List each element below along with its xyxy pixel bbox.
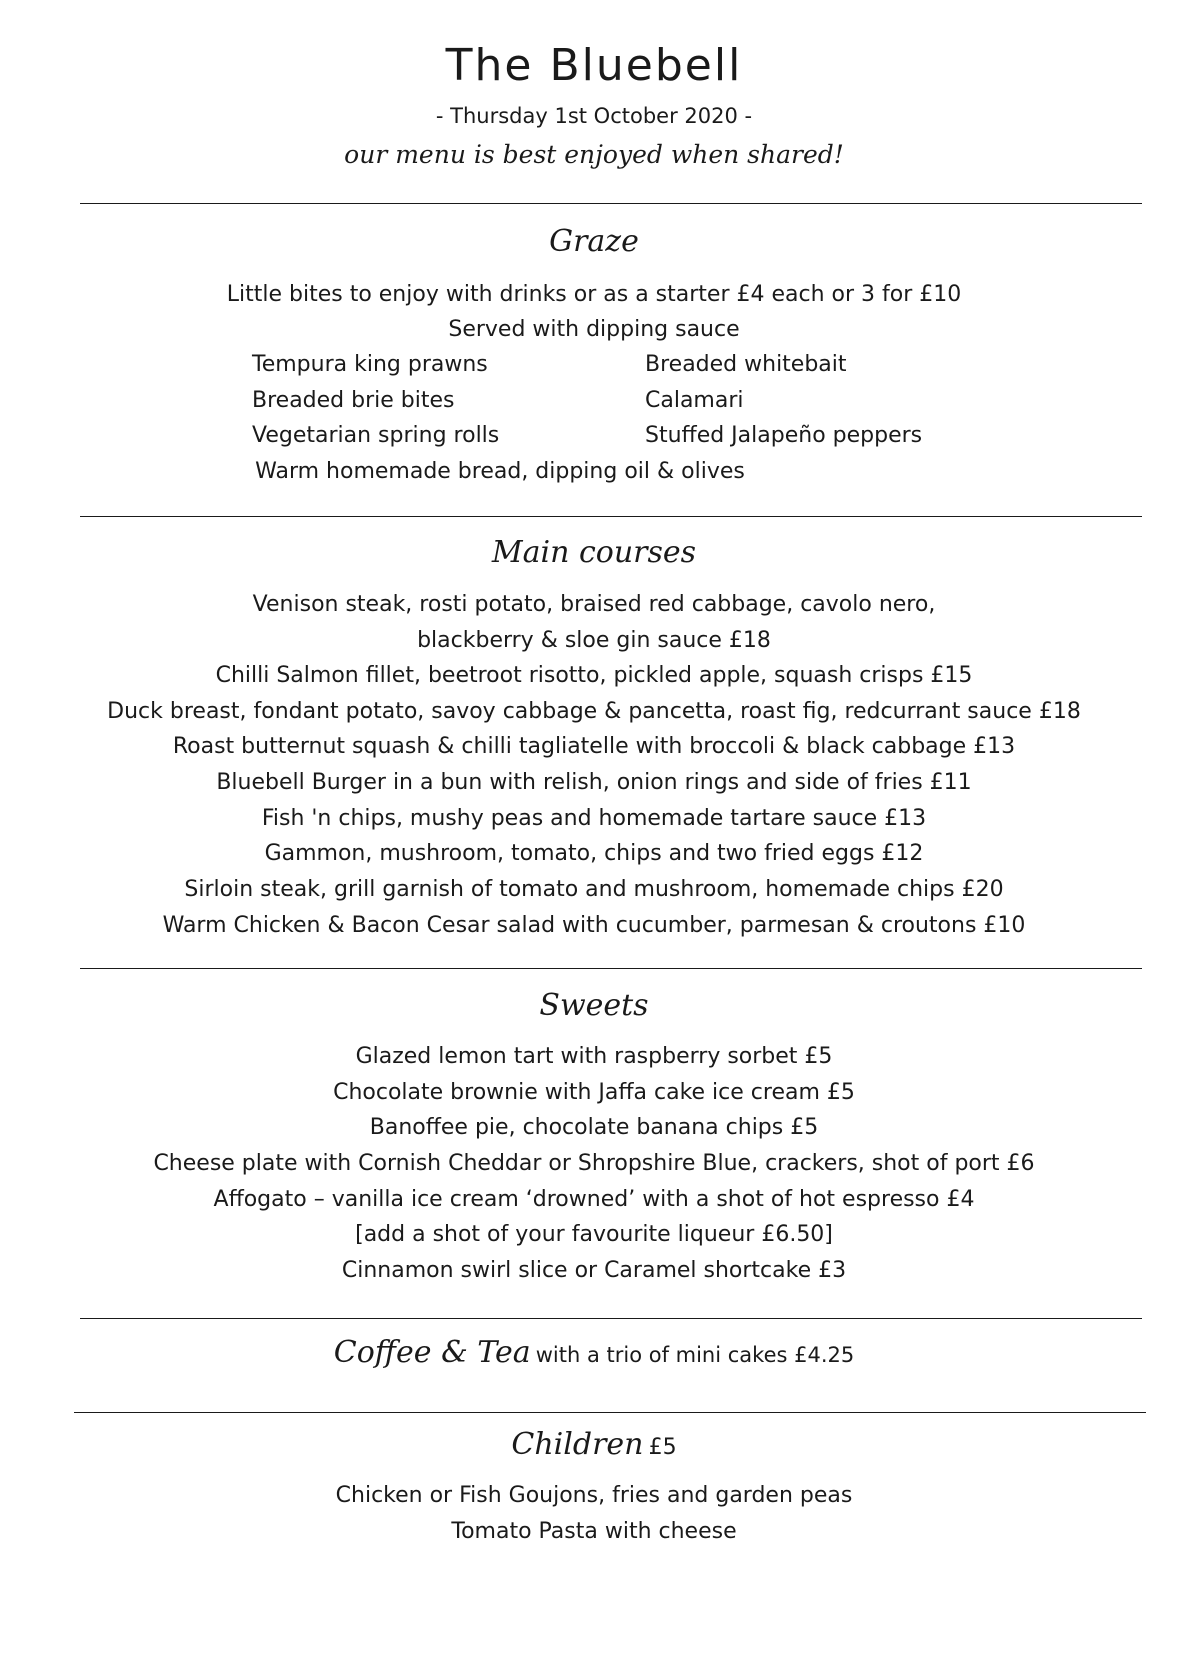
main-item: Bluebell Burger in a bun with relish, onion rings and side of fries £11 <box>216 770 972 795</box>
main-item: Gammon, mushroom, tomato, chips and two fried eggs £12 <box>264 841 924 866</box>
graze-item: Breaded brie bites <box>252 388 455 413</box>
main-item: Fish 'n chips, mushy peas and homemade tartare sauce £13 <box>261 806 927 831</box>
tagline: our menu is best enjoyed when shared! <box>344 140 844 169</box>
main-item: Sirloin steak, grill garnish of tomato and mushroom, homemade chips £20 <box>184 877 1004 902</box>
graze-bread: Warm homemade bread, dipping oil & olives <box>255 459 745 484</box>
sweet-item: Cheese plate with Cornish Cheddar or Shropshire Blue, crackers, shot of port £6 <box>153 1151 1035 1176</box>
graze-item: Breaded whitebait <box>645 352 847 377</box>
graze-item: Vegetarian spring rolls <box>252 423 500 448</box>
menu-date: - Thursday 1st October 2020 - <box>435 104 753 128</box>
divider <box>74 1412 1146 1413</box>
graze-sub: Served with dipping sauce <box>448 317 740 342</box>
divider <box>80 1318 1142 1319</box>
main-item: Chilli Salmon fillet, beetroot risotto, pickled apple, squash crisps £15 <box>215 663 973 688</box>
sweet-item: Cinnamon swirl slice or Caramel shortcake £3 <box>341 1258 847 1283</box>
children-item: Chicken or Fish Goujons, fries and garden peas <box>335 1483 853 1508</box>
children-item: Tomato Pasta with cheese <box>451 1519 737 1544</box>
divider <box>80 203 1142 204</box>
main-item: Venison steak, rosti potato, braised red cabbage, cavolo nero, <box>252 592 936 617</box>
children-heading-line <box>0 1427 1188 1462</box>
sweet-item: Banoffee pie, chocolate banana chips £5 <box>369 1115 819 1140</box>
graze-intro: Little bites to enjoy with drinks or as a starter £4 each or 3 for £10 <box>226 282 962 307</box>
section-heading-coffee: Coffee & Tea <box>333 1335 531 1370</box>
graze-item: Stuffed Jalapeño peppers <box>645 423 923 448</box>
sweet-item: [add a shot of your favourite liqueur £6.50] <box>355 1222 833 1247</box>
graze-item: Tempura king prawns <box>252 352 488 377</box>
coffee-line <box>0 1335 1188 1370</box>
divider <box>80 516 1142 517</box>
section-heading-graze: Graze <box>549 224 639 259</box>
sweet-item: Chocolate brownie with Jaffa cake ice cream £5 <box>333 1080 855 1105</box>
graze-item: Calamari <box>645 388 744 413</box>
section-heading-children: Children <box>511 1427 644 1462</box>
main-item: Roast butternut squash & chilli tagliatelle with broccoli & black cabbage £13 <box>172 734 1016 759</box>
divider <box>80 968 1142 969</box>
main-item: blackberry & sloe gin sauce £18 <box>417 628 771 653</box>
sweet-item: Affogato – vanilla ice cream ‘drowned’ with a shot of hot espresso £4 <box>213 1187 975 1212</box>
page-title: The Bluebell <box>445 40 743 91</box>
children-price: £5 <box>648 1435 677 1460</box>
sweet-item: Glazed lemon tart with raspberry sorbet £5 <box>355 1044 833 1069</box>
section-heading-sweets: Sweets <box>539 988 649 1023</box>
coffee-description: with a trio of mini cakes £4.25 <box>535 1343 855 1367</box>
main-item: Duck breast, fondant potato, savoy cabbage & pancetta, roast fig, redcurrant sauce £18 <box>107 699 1081 724</box>
main-item: Warm Chicken & Bacon Cesar salad with cucumber, parmesan & croutons £10 <box>162 913 1026 938</box>
section-heading-mains: Main courses <box>491 535 697 570</box>
